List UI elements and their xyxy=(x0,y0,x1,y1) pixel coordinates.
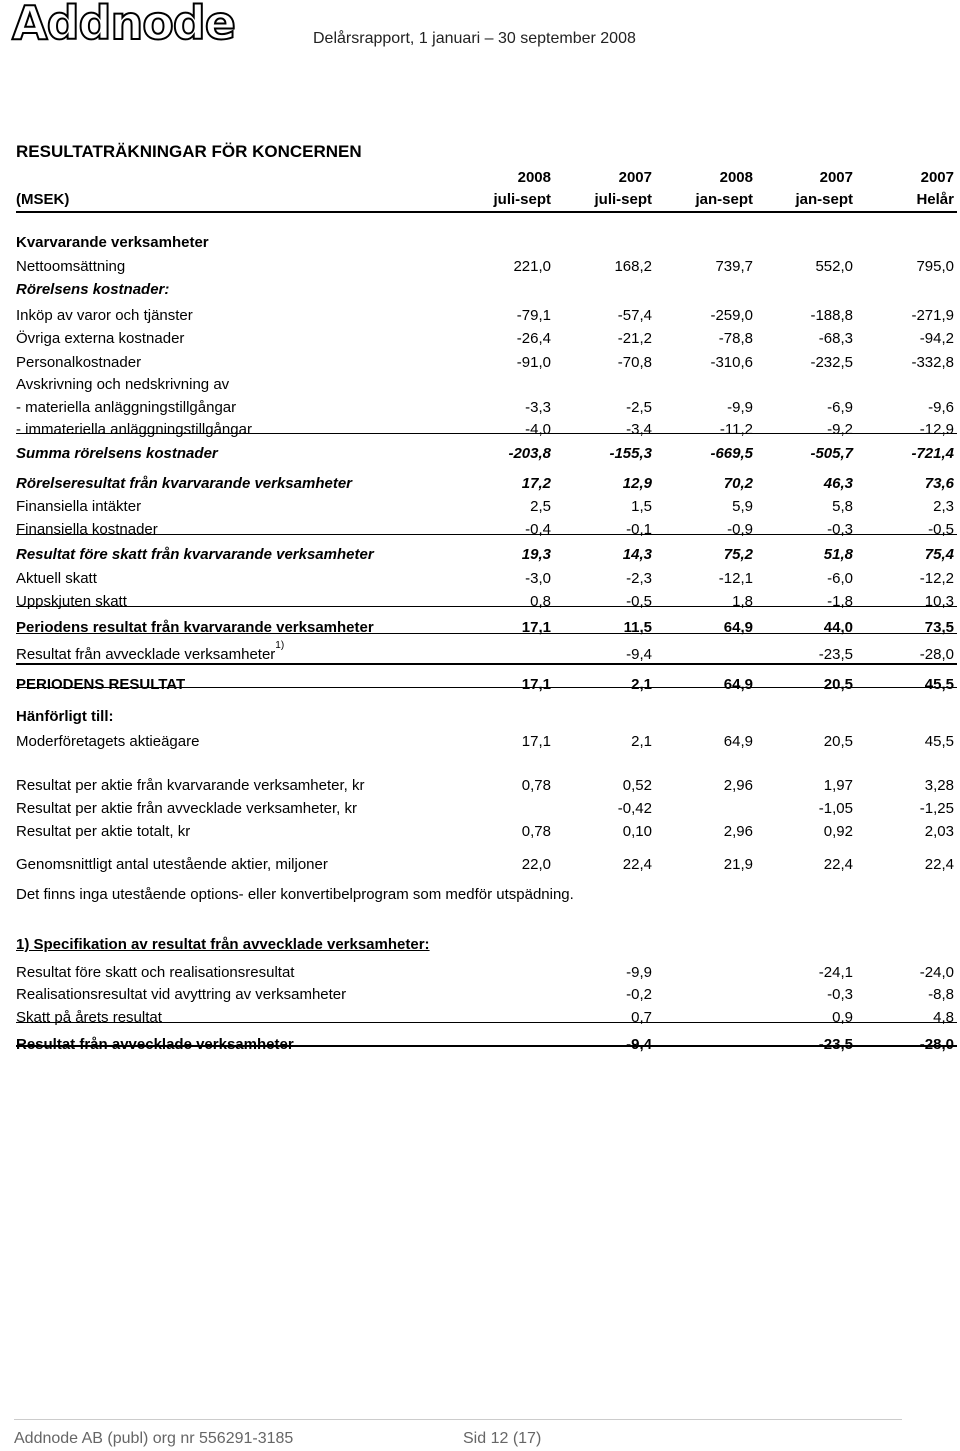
table-row xyxy=(16,328,956,350)
row-label-text: Uppskjuten skatt xyxy=(16,593,127,610)
table-row xyxy=(16,374,956,396)
value-cell: -0,1 xyxy=(626,521,652,538)
value-cell: -78,8 xyxy=(718,330,753,347)
value-cell: 44,0 xyxy=(823,619,853,636)
value-cell: 221,0 xyxy=(513,258,551,275)
column-years-row xyxy=(16,167,956,189)
row-label xyxy=(16,328,184,350)
table-row xyxy=(16,962,956,984)
column-period: jan-sept xyxy=(795,191,853,208)
table-divider xyxy=(16,633,957,634)
row-label xyxy=(16,1007,162,1029)
value-cell: 5,8 xyxy=(832,498,853,515)
value-cell: 75,4 xyxy=(924,546,954,563)
value-cell: 20,5 xyxy=(823,676,853,693)
table-divider xyxy=(16,687,957,688)
value-cell: 64,9 xyxy=(723,676,753,693)
footer-company: Addnode AB (publ) org nr 556291-3185 xyxy=(14,1430,294,1447)
table-row xyxy=(16,984,956,1006)
value-cell: 2,96 xyxy=(723,823,753,840)
value-cell: -4,0 xyxy=(525,421,551,438)
row-label xyxy=(16,352,141,374)
row-label-text: Finansiella kostnader xyxy=(16,521,158,538)
value-cell: 22,0 xyxy=(521,856,551,873)
value-cell: 739,7 xyxy=(715,258,753,275)
value-cell: -310,6 xyxy=(710,354,753,371)
value-cell: 45,5 xyxy=(924,733,954,750)
value-cell: -12,9 xyxy=(919,421,954,438)
value-cell: 552,0 xyxy=(815,258,853,275)
row-label xyxy=(16,674,185,696)
table-row xyxy=(16,419,956,441)
row-label xyxy=(16,617,374,639)
table-divider xyxy=(16,1045,957,1047)
value-cell: -259,0 xyxy=(710,307,753,324)
row-label-text: Summa rörelsens kostnader xyxy=(16,445,218,462)
row-label xyxy=(16,775,365,797)
value-cell: -0,9 xyxy=(727,521,753,538)
column-period: juli-sept xyxy=(594,191,652,208)
table-row xyxy=(16,397,956,419)
table-row xyxy=(16,731,956,753)
column-year: 2008 xyxy=(719,169,753,186)
value-cell: 12,9 xyxy=(622,475,652,492)
table-row xyxy=(16,934,956,956)
value-cell: -28,0 xyxy=(919,646,954,663)
value-cell: -9,6 xyxy=(928,399,954,416)
row-label-text: Rörelsens kostnader: xyxy=(16,281,170,298)
value-cell: -1,8 xyxy=(827,593,853,610)
value-cell: 0,9 xyxy=(832,1009,853,1026)
value-cell: 5,9 xyxy=(732,498,753,515)
value-cell: 2,5 xyxy=(530,498,551,515)
value-cell: 22,4 xyxy=(924,856,954,873)
value-cell: 11,5 xyxy=(623,619,652,636)
table-row xyxy=(16,706,956,728)
row-label-text: Realisationsresultat vid avyttring av verksamheter xyxy=(16,986,347,1003)
table-row xyxy=(16,279,956,301)
row-label xyxy=(16,884,574,906)
value-cell: 0,78 xyxy=(521,823,551,840)
value-cell: -332,8 xyxy=(911,354,954,371)
row-label xyxy=(16,443,218,465)
table-row xyxy=(16,591,956,613)
row-label xyxy=(16,256,125,278)
value-cell: -0,4 xyxy=(525,521,551,538)
row-label-text: Avskrivning och nedskrivning av xyxy=(16,376,230,393)
value-cell: -8,8 xyxy=(928,986,954,1003)
value-cell: -0,2 xyxy=(626,986,652,1003)
column-period: juli-sept xyxy=(493,191,551,208)
value-cell: 2,1 xyxy=(631,676,652,693)
value-cell: -11,2 xyxy=(719,421,753,438)
value-cell: -3,4 xyxy=(626,421,652,438)
value-cell: 75,2 xyxy=(723,546,753,563)
value-cell: -505,7 xyxy=(810,445,853,462)
table-row xyxy=(16,544,956,566)
value-cell: -188,8 xyxy=(810,307,853,324)
row-label xyxy=(16,962,294,984)
value-cell: -9,4 xyxy=(626,1036,652,1053)
value-cell: -26,4 xyxy=(516,330,551,347)
value-cell: -28,0 xyxy=(919,1036,954,1053)
value-cell: -232,5 xyxy=(810,354,853,371)
report-title: Delårsrapport, 1 januari – 30 september 2008 xyxy=(313,30,636,47)
value-cell: -12,1 xyxy=(718,570,753,587)
unit-label: (MSEK) xyxy=(16,191,70,208)
row-label-text: Moderföretagets aktieägare xyxy=(16,733,200,750)
row-label xyxy=(16,568,97,590)
column-periods-row xyxy=(16,189,956,211)
value-cell: -669,5 xyxy=(710,445,753,462)
value-cell: -3,0 xyxy=(525,570,551,587)
value-cell: 2,1 xyxy=(631,733,652,750)
row-label-text: - immateriella anläggningstillgångar xyxy=(16,421,252,438)
value-cell: 19,3 xyxy=(521,546,551,563)
value-cell: 22,4 xyxy=(622,856,652,873)
value-cell: 1,97 xyxy=(823,777,853,794)
value-cell: 73,6 xyxy=(924,475,954,492)
row-label-text: 1) Specifikation av resultat från avvecklade verksamheter: xyxy=(16,936,430,953)
value-cell: -57,4 xyxy=(617,307,652,324)
value-cell: 1,8 xyxy=(732,593,753,610)
row-label xyxy=(16,519,158,541)
footer-page-number: Sid 12 (17) xyxy=(463,1430,542,1447)
value-cell: -0,5 xyxy=(626,593,652,610)
value-cell: 14,3 xyxy=(622,546,652,563)
value-cell: -70,8 xyxy=(617,354,652,371)
value-cell: 0,8 xyxy=(530,593,551,610)
table-divider xyxy=(16,534,957,535)
column-year: 2007 xyxy=(819,169,853,186)
table-row xyxy=(16,1007,956,1029)
value-cell: 17,1 xyxy=(521,619,551,636)
row-label xyxy=(16,544,374,566)
row-label xyxy=(16,232,209,254)
table-row xyxy=(16,256,956,278)
row-label xyxy=(16,821,190,843)
value-cell: 3,28 xyxy=(924,777,954,794)
row-label-text: PERIODENS RESULTAT xyxy=(16,676,186,693)
value-cell: 2,96 xyxy=(723,777,753,794)
column-year: 2007 xyxy=(618,169,652,186)
row-label-text: Resultat per aktie från kvarvarande verksamheter, kr xyxy=(16,777,365,794)
table-row xyxy=(16,496,956,518)
value-cell: 20,5 xyxy=(823,733,853,750)
table-row xyxy=(16,798,956,820)
value-cell: 64,9 xyxy=(723,733,753,750)
value-cell: -24,0 xyxy=(919,964,954,981)
value-cell: -91,0 xyxy=(516,354,551,371)
value-cell: 22,4 xyxy=(823,856,853,873)
table-row xyxy=(16,305,956,327)
row-label xyxy=(16,279,169,301)
value-cell: -203,8 xyxy=(508,445,551,462)
value-cell: 46,3 xyxy=(823,475,853,492)
row-label xyxy=(16,984,346,1006)
row-label xyxy=(16,706,114,728)
value-cell: 45,5 xyxy=(924,676,954,693)
row-label-text: Inköp av varor och tjänster xyxy=(16,307,193,324)
value-cell: 17,2 xyxy=(521,475,551,492)
footer-divider xyxy=(14,1419,902,1420)
value-cell: 0,10 xyxy=(622,823,652,840)
row-label-text: Övriga externa kostnader xyxy=(16,330,185,347)
row-label-text: Resultat från avvecklade verksamheter xyxy=(16,646,276,663)
table-divider xyxy=(16,663,957,665)
value-cell: 2,03 xyxy=(924,823,954,840)
value-cell: -12,2 xyxy=(919,570,954,587)
table-divider xyxy=(16,1022,957,1023)
value-cell: 0,7 xyxy=(631,1009,652,1026)
row-label-text: Resultat per aktie totalt, kr xyxy=(16,823,191,840)
row-label xyxy=(16,798,357,820)
row-label xyxy=(16,397,236,419)
row-label xyxy=(16,374,229,396)
row-label xyxy=(16,419,252,441)
value-cell: 64,9 xyxy=(723,619,753,636)
row-label-text: Resultat före skatt från kvarvarande verksamheter xyxy=(16,546,374,563)
value-cell: -6,0 xyxy=(827,570,853,587)
value-cell: 0,78 xyxy=(521,777,551,794)
column-period: Helår xyxy=(916,191,954,208)
value-cell: -9,4 xyxy=(626,646,652,663)
value-cell: -9,9 xyxy=(727,399,753,416)
value-cell: 10,3 xyxy=(924,593,954,610)
value-cell: -79,1 xyxy=(516,307,551,324)
value-cell: 0,52 xyxy=(622,777,652,794)
value-cell: -23,5 xyxy=(818,646,853,663)
row-label xyxy=(16,934,430,956)
footnote-marker: 1) xyxy=(275,640,285,651)
value-cell: -271,9 xyxy=(911,307,954,324)
table-row xyxy=(16,519,956,541)
table-row xyxy=(16,352,956,374)
value-cell: 2,3 xyxy=(933,498,954,515)
table-row xyxy=(16,821,956,843)
statement-title: RESULTATRÄKNINGAR FÖR KONCERNEN xyxy=(16,142,362,161)
row-label-text: Rörelseresultat från kvarvarande verksamheter xyxy=(16,475,353,492)
value-cell: -3,3 xyxy=(525,399,551,416)
value-cell: 73,5 xyxy=(924,619,954,636)
row-label xyxy=(16,496,141,518)
value-cell: -2,5 xyxy=(626,399,652,416)
table-row xyxy=(16,473,956,495)
row-label xyxy=(16,473,352,495)
value-cell: 1,5 xyxy=(631,498,652,515)
value-cell: -0,5 xyxy=(928,521,954,538)
row-label-text: Kvarvarande verksamheter xyxy=(16,234,209,251)
row-label-text: Resultat per aktie från avvecklade verksamheter, kr xyxy=(16,800,357,817)
table-row xyxy=(16,775,956,797)
value-cell: 168,2 xyxy=(614,258,652,275)
value-cell: -9,2 xyxy=(827,421,853,438)
value-cell: 795,0 xyxy=(916,258,954,275)
table-divider xyxy=(16,606,957,607)
value-cell: -94,2 xyxy=(919,330,954,347)
value-cell: -0,3 xyxy=(827,521,853,538)
row-label-text: Aktuell skatt xyxy=(16,570,97,587)
table-row xyxy=(16,854,956,876)
value-cell: 70,2 xyxy=(723,475,753,492)
row-label-text: Personalkostnader xyxy=(16,354,142,371)
table-row xyxy=(16,232,956,254)
value-cell: -68,3 xyxy=(818,330,853,347)
value-cell: -0,3 xyxy=(827,986,853,1003)
value-cell: -24,1 xyxy=(818,964,853,981)
row-label xyxy=(16,854,328,876)
addnode-logo: Addnode xyxy=(12,0,235,50)
row-label-text: Resultat från avvecklade verksamheter xyxy=(16,1036,294,1053)
value-cell: 0,92 xyxy=(823,823,853,840)
row-label-text: Periodens resultat från kvarvarande verksamheter xyxy=(16,619,374,636)
column-period: jan-sept xyxy=(695,191,753,208)
row-label xyxy=(16,305,193,327)
value-cell: -6,9 xyxy=(827,399,853,416)
table-row xyxy=(16,443,956,465)
table-row xyxy=(16,568,956,590)
value-cell: -1,05 xyxy=(818,800,853,817)
value-cell: -21,2 xyxy=(617,330,652,347)
row-label-text: Nettoomsättning xyxy=(16,258,126,275)
value-cell: -1,25 xyxy=(919,800,954,817)
value-cell: 51,8 xyxy=(823,546,853,563)
value-cell: -23,5 xyxy=(818,1036,853,1053)
row-label-text: Hänförligt till: xyxy=(16,708,114,725)
value-cell: -2,3 xyxy=(626,570,652,587)
row-label xyxy=(16,731,199,753)
row-label-text: - materiella anläggningstillgångar xyxy=(16,399,237,416)
value-cell: -9,9 xyxy=(626,964,652,981)
row-label-text: Det finns inga utestående options- eller konvertibelprogram som medför utspädning. xyxy=(16,886,574,903)
table-divider xyxy=(16,433,957,434)
value-cell: -0,42 xyxy=(617,800,652,817)
value-cell: 17,1 xyxy=(521,676,551,693)
table-row xyxy=(16,617,956,639)
row-label xyxy=(16,591,127,613)
row-label-text: Finansiella intäkter xyxy=(16,498,142,515)
row-label-text: Skatt på årets resultat xyxy=(16,1009,162,1026)
column-year: 2008 xyxy=(517,169,551,186)
value-cell: 17,1 xyxy=(521,733,551,750)
value-cell: 21,9 xyxy=(723,856,753,873)
value-cell: -721,4 xyxy=(911,445,954,462)
row-label-text: Resultat före skatt och realisationsresultat xyxy=(16,964,295,981)
value-cell: 4,8 xyxy=(933,1009,954,1026)
column-year: 2007 xyxy=(920,169,954,186)
value-cell: -155,3 xyxy=(609,445,652,462)
table-divider xyxy=(16,211,957,213)
table-row xyxy=(16,884,956,906)
table-row xyxy=(16,674,956,696)
row-label-text: Genomsnittligt antal utestående aktier, miljoner xyxy=(16,856,328,873)
